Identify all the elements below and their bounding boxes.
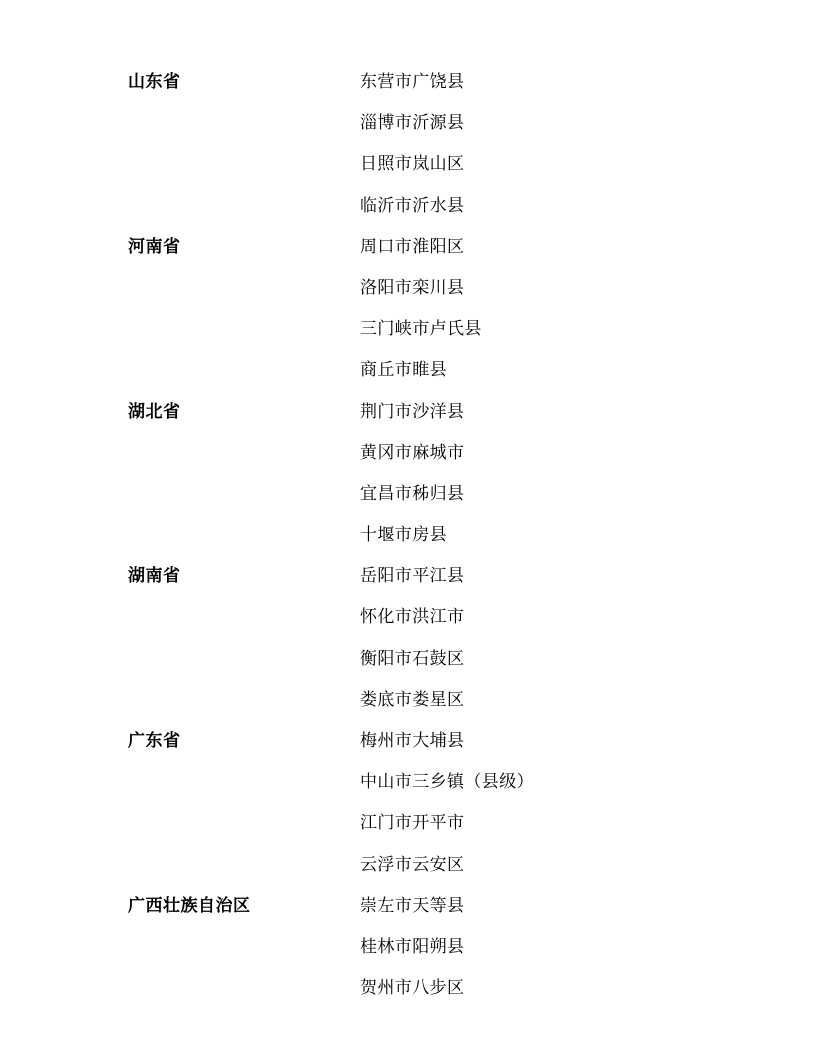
region-label: 娄底市娄星区 (360, 689, 465, 710)
province-cell (128, 227, 360, 392)
region-label: 淄博市沂源县 (360, 113, 465, 134)
region-label: 周口市淮阳区 (360, 236, 465, 257)
province-label: 河南省 (128, 236, 181, 257)
region-label: 三门峡市卢氏县 (360, 319, 482, 340)
region-label: 中山市三乡镇（县级） (360, 772, 534, 793)
region-label: 十堰市房县 (360, 525, 447, 546)
region-label: 日照市岚山区 (360, 154, 465, 175)
region-cell (360, 721, 780, 886)
province-cell (128, 556, 360, 721)
table-row (128, 227, 780, 392)
province-region-table (128, 62, 780, 1009)
region-label: 荆门市沙洋县 (360, 401, 465, 422)
region-label: 临沂市沂水县 (360, 195, 465, 216)
region-cell (360, 62, 780, 227)
province-label: 湖南省 (128, 566, 181, 587)
region-label: 商丘市睢县 (360, 360, 447, 381)
region-cell (360, 556, 780, 721)
region-label: 岳阳市平江县 (360, 566, 465, 587)
region-label: 梅州市大埔县 (360, 731, 465, 751)
table-row (128, 62, 780, 227)
region-label: 怀化市洪江市 (360, 607, 465, 628)
province-cell (128, 62, 360, 227)
region-label: 东营市广饶县 (360, 72, 465, 92)
table-row (128, 392, 780, 557)
province-label: 湖北省 (128, 401, 181, 422)
province-label: 广西壮族自治区 (128, 895, 251, 916)
table-body (128, 62, 780, 1009)
table-row (128, 556, 780, 721)
province-cell (128, 721, 360, 886)
region-cell (360, 227, 780, 392)
region-label: 宜昌市秭归县 (360, 483, 465, 504)
region-label: 桂林市阳朔县 (360, 936, 465, 957)
province-cell (128, 392, 360, 557)
region-label: 云浮市云安区 (360, 854, 465, 875)
region-label: 贺州市八步区 (360, 978, 465, 999)
province-label: 广东省 (128, 731, 181, 751)
province-label: 山东省 (128, 72, 181, 92)
province-cell (128, 886, 360, 1010)
table-row (128, 721, 780, 886)
region-label: 崇左市天等县 (360, 895, 465, 916)
region-label: 洛阳市栾川县 (360, 277, 465, 298)
table-row (128, 886, 780, 1010)
region-label: 江门市开平市 (360, 813, 465, 834)
region-cell (360, 392, 780, 557)
region-cell (360, 886, 780, 1010)
region-label: 衡阳市石鼓区 (360, 648, 465, 669)
region-label: 黄冈市麻城市 (360, 442, 465, 463)
